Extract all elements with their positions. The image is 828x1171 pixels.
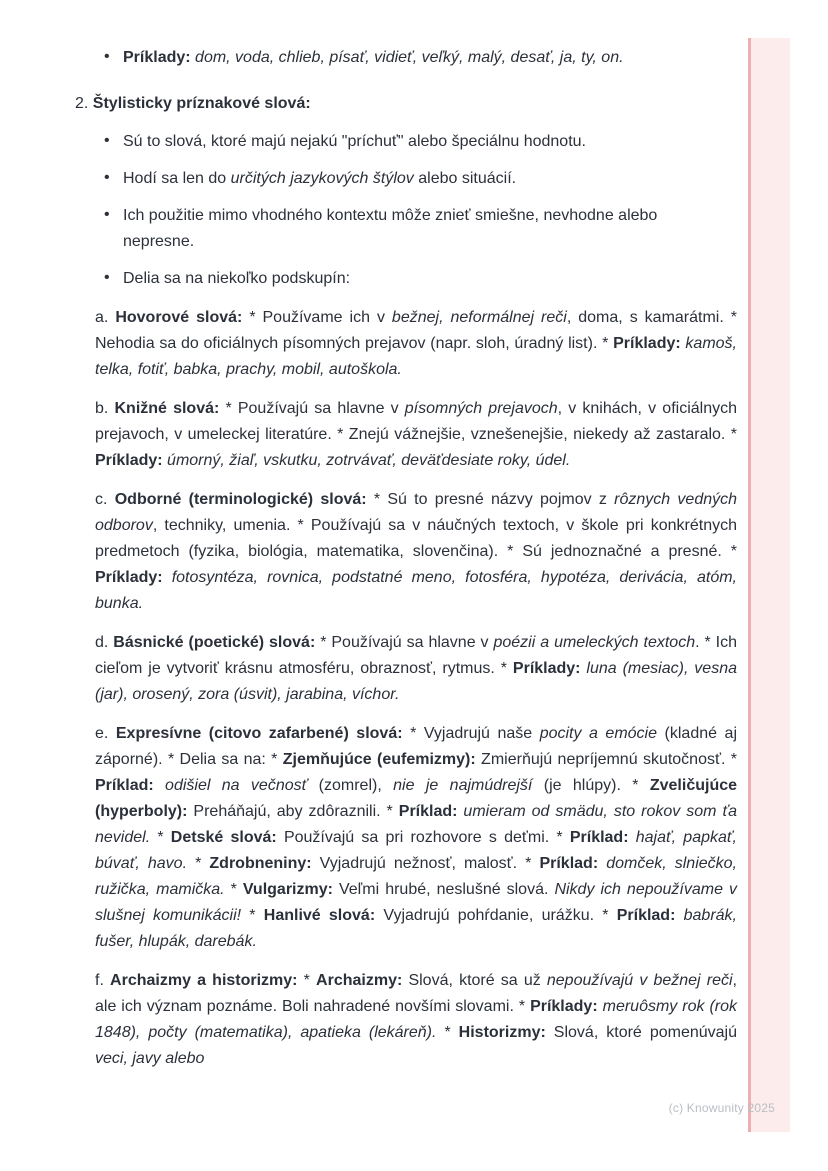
bullet-icon: • — [104, 169, 110, 186]
decorative-margin-stripe — [748, 38, 790, 1132]
list-item — [95, 129, 691, 155]
paragraph-c: c. Odborné (terminologické) slová: * Sú to presné názvy pojmov z rôznych vedných odborov, techniky, umenia. * Používajú sa v náučných textoch, v škole pri konkrétnych predmetoch (fyzika, biológia, matematika, slovenčina). * Sú jednoznačné a presné. * Príklady: fotosyntéza, rovnica, podstatné meno, fotosféra, hypotéza, derivácia, atóm, bunka. — [95, 491, 738, 612]
bullet-icon: • — [104, 206, 110, 223]
paragraph-e: e. Expresívne (citovo zafarbené) slová: * Vyjadrujú naše pocity a emócie (kladné aj záporné). * Delia sa na: * Zjemňujúce (eufemizmy): Zmierňujú nepríjemnú skutočnosť. * Príklad: odišiel na večnosť (zomrel), nie je najmúdrejší (je hlúpy). * Zveličujúce (hyperboly): Preháňajú, aby zdôraznili. * Príklad: umieram od smädu, sto rokov som ťa nevidel. * Detské slová: Používajú sa pri rozhovore s deťmi. * Príklad: hajať, papkať, búvať, havo. * Zdrobneniny: Vyjadrujú nežnosť, malosť. * Príklad: domček, slniečko, ružička, mamička. * Vulgarizmy: Veľmi hrubé, neslušné slová. Nikdy ich nepoužívame v slušnej komunikácii! * Hanlivé slová: Vyjadrujú pohŕdanie, urážku. * Príklad: babrák, fušer, hlupák, darebák. — [95, 725, 738, 950]
list-item-text: Delia sa na niekoľko podskupín: — [123, 270, 351, 287]
list-item — [95, 45, 737, 71]
list-item — [95, 266, 691, 292]
section-heading: 2. Štylisticky príznakové slová: — [75, 95, 311, 112]
list-item — [95, 166, 691, 192]
intro-bullet-list — [95, 45, 737, 71]
bullet-icon: • — [104, 269, 110, 286]
bullet-icon: • — [104, 48, 110, 65]
paragraph-a: a. Hovorové slová: * Používame ich v bežnej, neformálnej reči, doma, s kamarátmi. * Nehodia sa do oficiálnych písomných prejavov (napr. sloh, úradný list). * Príklady: kamoš, telka, fotiť, babka, prachy, mobil, autoškola. — [95, 309, 738, 378]
paragraph-b: b. Knižné slová: * Používajú sa hlavne v písomných prejavoch, v knihách, v oficiálnych prejavoch, v umeleckej literatúre. * Znejú vážnejšie, vznešenejšie, niekedy až zastaralo. * Príklady: úmorný, žiaľ, vskutku, zotrvávať, deväťdesiate roky, údel. — [95, 400, 738, 469]
document-content — [75, 45, 738, 1072]
section-bullet-list — [95, 129, 737, 292]
list-item-text: Príklady: dom, voda, chlieb, písať, vidieť, veľký, malý, desať, ja, ty, on. — [123, 49, 624, 66]
list-item-text: Ich použitie mimo vhodného kontextu môže znieť smiešne, nevhodne alebo nepresne. — [123, 207, 658, 250]
list-item-text: Hodí sa len do určitých jazykových štýlov alebo situácií. — [123, 170, 517, 187]
paragraph-f: f. Archaizmy a historizmy: * Archaizmy: Slová, ktoré sa už nepoužívajú v bežnej reči, ale ich význam poznáme. Boli nahradené novšími slovami. * Príklady: meruôsmy rok (rok 1848), počty (matematika), apatieka (lekáreň). * Historizmy: Slová, ktoré pomenúvajú veci, javy alebo — [95, 972, 737, 1067]
paragraph-d: d. Básnické (poetické) slová: * Používajú sa hlavne v poézii a umeleckých textoch. * Ich cieľom je vytvoriť krásnu atmosféru, obraznosť, rytmus. * Príklady: luna (mesiac), vesna (jar), orosený, zora (úsvit), jarabina, víchor. — [95, 634, 737, 703]
copyright-text: (c) Knowunity 2025 — [668, 1101, 775, 1115]
bullet-icon: • — [104, 132, 110, 149]
list-item-text: Sú to slová, ktoré majú nejakú "príchuť" alebo špeciálnu hodnotu. — [123, 133, 586, 150]
list-item — [95, 203, 691, 255]
